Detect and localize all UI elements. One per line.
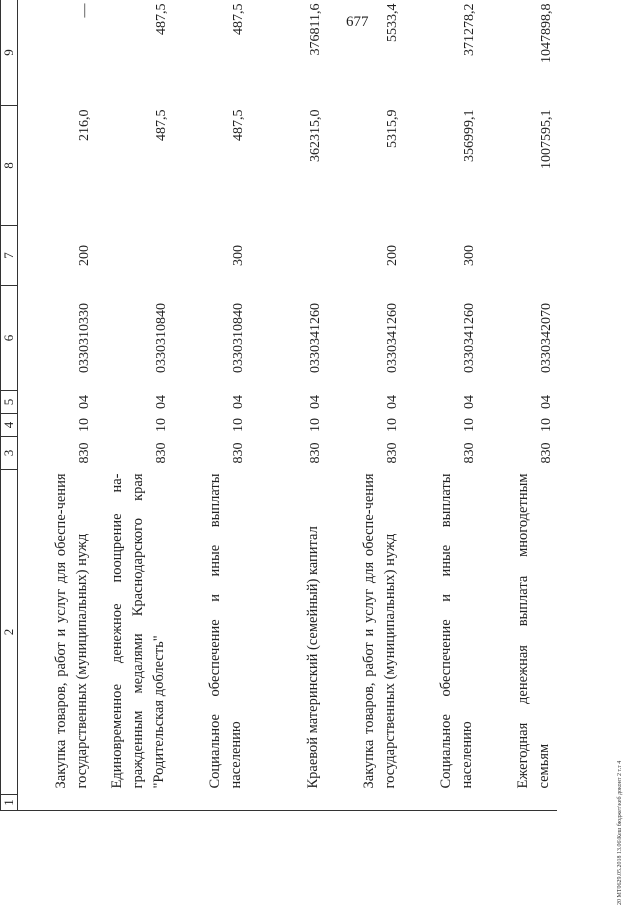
expense-type-code: 200 bbox=[385, 245, 400, 266]
column-header: 5 bbox=[1, 391, 18, 414]
target-article-code: 0330310840 bbox=[154, 303, 169, 373]
ministry-code: 830 bbox=[77, 442, 92, 464]
target-article-code: 0330342070 bbox=[539, 303, 554, 373]
subsection-code: 04 bbox=[539, 395, 554, 409]
amount-year-1: 1007595,1 bbox=[539, 109, 554, 169]
row-spacer bbox=[18, 795, 96, 811]
row-description: Социальное обеспечение и иные выплаты населению bbox=[207, 473, 244, 789]
column-header: 6 bbox=[1, 286, 18, 391]
table-row bbox=[403, 0, 480, 811]
table-row bbox=[326, 0, 403, 811]
column-header: 8 bbox=[1, 106, 18, 226]
ministry-code: 830 bbox=[231, 442, 246, 464]
amount-year-1: 487,5 bbox=[154, 109, 169, 141]
table-row bbox=[95, 0, 172, 811]
row-spacer bbox=[172, 795, 249, 811]
section-code: 10 bbox=[539, 418, 554, 432]
subsection-code: 04 bbox=[385, 395, 400, 409]
expense-type-code bbox=[480, 226, 557, 286]
subsection-code: 04 bbox=[77, 395, 92, 409]
amount-year-1: 362315,0 bbox=[308, 109, 323, 162]
subsection-code: 04 bbox=[462, 395, 477, 409]
footer-note: 20 МТ0629.05.2018 13.06\Кеш бюджет\кеб доконт 2 т.т 4 bbox=[617, 760, 623, 905]
column-header: 2 bbox=[1, 470, 18, 795]
expense-type-code bbox=[249, 226, 326, 286]
expense-type-code: 300 bbox=[231, 245, 246, 266]
amount-year-2: 371278,2 bbox=[462, 3, 477, 56]
row-description: Ежегодная денежная выплата многодетным семьям bbox=[515, 473, 552, 789]
target-article-code: 0330341260 bbox=[385, 303, 400, 373]
row-description: Закупка товаров, работ и услуг для обеспе-чения государственных (муниципальных) нужд bbox=[53, 473, 90, 789]
amount-year-1: 5315,9 bbox=[385, 109, 400, 148]
amount-year-2: — bbox=[77, 3, 92, 18]
section-code: 10 bbox=[308, 418, 323, 432]
amount-year-2: 1047898,8 bbox=[539, 3, 554, 63]
row-description: Закупка товаров, работ и услуг для обеспе-чения государственных (муниципальных) нужд bbox=[361, 473, 398, 789]
table-row bbox=[18, 0, 96, 811]
row-description: Единовременное денежное поощрение на-гражденным медалями Краснодарского края "Родительская доблесть" bbox=[109, 473, 167, 789]
section-code: 10 bbox=[77, 418, 92, 432]
subsection-code: 04 bbox=[308, 395, 323, 409]
amount-year-1: 216,0 bbox=[77, 109, 92, 141]
table-row bbox=[172, 0, 249, 811]
amount-year-1: 356999,1 bbox=[462, 109, 477, 162]
row-description: Краевой материнский (семейный) капитал bbox=[305, 526, 321, 789]
subsection-code: 04 bbox=[231, 395, 246, 409]
target-article-code: 0330341260 bbox=[308, 303, 323, 373]
section-code: 10 bbox=[231, 418, 246, 432]
column-header: 1 bbox=[1, 795, 18, 811]
target-article-code: 0330310330 bbox=[77, 303, 92, 373]
row-spacer bbox=[95, 795, 172, 811]
amount-year-2: 487,5 bbox=[154, 3, 169, 35]
amount-year-2: 376811,6 bbox=[308, 3, 323, 56]
amount-year-2: 487,5 bbox=[231, 3, 246, 35]
row-spacer bbox=[249, 795, 326, 811]
row-spacer bbox=[326, 795, 403, 811]
column-header: 3 bbox=[1, 437, 18, 470]
column-header: 7 bbox=[1, 226, 18, 286]
ministry-code: 830 bbox=[462, 442, 477, 464]
section-code: 10 bbox=[154, 418, 169, 432]
amount-year-1: 487,5 bbox=[231, 109, 246, 141]
ministry-code: 830 bbox=[308, 442, 323, 464]
ministry-code: 830 bbox=[539, 442, 554, 464]
header-row bbox=[1, 0, 18, 811]
amount-year-2: 5533,4 bbox=[385, 3, 400, 42]
expense-type-code: 200 bbox=[77, 245, 92, 266]
page-number: 677 bbox=[346, 14, 369, 30]
column-header: 4 bbox=[1, 414, 18, 437]
ministry-code: 830 bbox=[154, 442, 169, 464]
row-description: Социальное обеспечение и иные выплаты населению bbox=[438, 473, 475, 789]
section-code: 10 bbox=[462, 418, 477, 432]
column-header: 9 bbox=[1, 0, 18, 106]
row-spacer bbox=[480, 795, 557, 811]
target-article-code: 0330310840 bbox=[231, 303, 246, 373]
section-code: 10 bbox=[385, 418, 400, 432]
table-row bbox=[249, 0, 326, 811]
table-row bbox=[480, 0, 557, 811]
target-article-code: 0330341260 bbox=[462, 303, 477, 373]
ministry-code: 830 bbox=[385, 442, 400, 464]
expense-type-code bbox=[95, 226, 172, 286]
row-spacer bbox=[403, 795, 480, 811]
subsection-code: 04 bbox=[154, 395, 169, 409]
expense-type-code: 300 bbox=[462, 245, 477, 266]
